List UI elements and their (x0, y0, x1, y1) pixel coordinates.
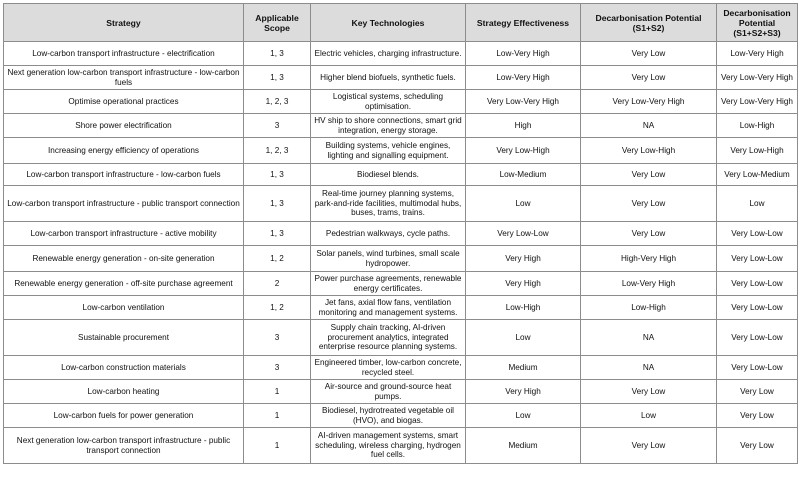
potential-s1-s2-cell: Very Low (581, 42, 717, 66)
strategy-cell: Low-carbon transport infrastructure - electrification (4, 42, 244, 66)
scope-cell: 1, 2, 3 (244, 138, 311, 164)
potential-s1-s2-cell: Very Low (581, 66, 717, 90)
scope-cell: 2 (244, 272, 311, 296)
scope-cell: 1, 3 (244, 164, 311, 186)
technologies-cell: Higher blend biofuels, synthetic fuels. (311, 66, 466, 90)
effectiveness-cell: Low (466, 404, 581, 428)
technologies-cell: Biodiesel, hydrotreated vegetable oil (HVO), and biogas. (311, 404, 466, 428)
strategy-cell: Low-carbon transport infrastructure - public transport connection (4, 186, 244, 222)
technologies-cell: HV ship to shore connections, smart grid integration, energy storage. (311, 114, 466, 138)
scope-cell: 1 (244, 380, 311, 404)
technologies-cell: Air-source and ground-source heat pumps. (311, 380, 466, 404)
strategy-cell: Next generation low-carbon transport infrastructure - public transport connection (4, 428, 244, 464)
scope-cell: 3 (244, 320, 311, 356)
potential-s1-s2-s3-cell: Very Low-Medium (717, 164, 798, 186)
strategy-cell: Optimise operational practices (4, 90, 244, 114)
scope-cell: 1 (244, 404, 311, 428)
strategy-cell: Low-carbon heating (4, 380, 244, 404)
technologies-cell: Engineered timber, low-carbon concrete, recycled steel. (311, 356, 466, 380)
strategy-cell: Low-carbon transport infrastructure - low-carbon fuels (4, 164, 244, 186)
table-row (4, 296, 798, 320)
strategy-cell: Low-carbon construction materials (4, 356, 244, 380)
scope-cell: 1, 2 (244, 246, 311, 272)
technologies-cell: Solar panels, wind turbines, small scale hydropower. (311, 246, 466, 272)
effectiveness-cell: Very High (466, 380, 581, 404)
strategy-cell: Low-carbon ventilation (4, 296, 244, 320)
scope-cell: 3 (244, 356, 311, 380)
table-row (4, 164, 798, 186)
potential-s1-s2-s3-cell: Very Low (717, 380, 798, 404)
potential-s1-s2-s3-cell: Very Low-Low (717, 356, 798, 380)
effectiveness-cell: Low-Very High (466, 66, 581, 90)
scope-cell: 1, 3 (244, 66, 311, 90)
potential-s1-s2-cell: Very Low (581, 380, 717, 404)
potential-s1-s2-s3-cell: Low (717, 186, 798, 222)
effectiveness-cell: Medium (466, 356, 581, 380)
potential-s1-s2-s3-cell: Very Low (717, 404, 798, 428)
strategy-cell: Next generation low-carbon transport infrastructure - low-carbon fuels (4, 66, 244, 90)
scope-cell: 1, 3 (244, 186, 311, 222)
technologies-cell: Biodiesel blends. (311, 164, 466, 186)
potential-s1-s2-cell: Low-High (581, 296, 717, 320)
strategy-table-container (3, 3, 797, 464)
effectiveness-cell: Low-Very High (466, 42, 581, 66)
potential-s1-s2-s3-cell: Very Low-Very High (717, 66, 798, 90)
potential-s1-s2-s3-cell: Very Low-Low (717, 246, 798, 272)
table-row (4, 320, 798, 356)
potential-s1-s2-cell: Very Low (581, 428, 717, 464)
header-decarbonisation-s1-s2: Decarbonisation Potential (S1+S2) (581, 4, 717, 42)
effectiveness-cell: Very Low-Low (466, 222, 581, 246)
table-row (4, 222, 798, 246)
technologies-cell: Power purchase agreements, renewable energy certificates. (311, 272, 466, 296)
table-row (4, 138, 798, 164)
table-row (4, 428, 798, 464)
effectiveness-cell: Very High (466, 272, 581, 296)
effectiveness-cell: High (466, 114, 581, 138)
technologies-cell: Jet fans, axial flow fans, ventilation monitoring and management systems. (311, 296, 466, 320)
potential-s1-s2-cell: Very Low-Very High (581, 90, 717, 114)
effectiveness-cell: Very Low-High (466, 138, 581, 164)
potential-s1-s2-s3-cell: Low-High (717, 114, 798, 138)
potential-s1-s2-cell: Low-Very High (581, 272, 717, 296)
technologies-cell: AI-driven management systems, smart scheduling, wireless charging, hydrogen fuel cells. (311, 428, 466, 464)
table-row (4, 404, 798, 428)
scope-cell: 1, 2, 3 (244, 90, 311, 114)
potential-s1-s2-cell: Low (581, 404, 717, 428)
strategy-cell: Shore power electrification (4, 114, 244, 138)
potential-s1-s2-cell: High-Very High (581, 246, 717, 272)
potential-s1-s2-cell: NA (581, 356, 717, 380)
table-row (4, 42, 798, 66)
potential-s1-s2-s3-cell: Very Low-Low (717, 296, 798, 320)
technologies-cell: Pedestrian walkways, cycle paths. (311, 222, 466, 246)
technologies-cell: Electric vehicles, charging infrastructure. (311, 42, 466, 66)
effectiveness-cell: Low-Medium (466, 164, 581, 186)
technologies-cell: Real-time journey planning systems, park-and-ride facilities, multimodal hubs, buses, trams, trains. (311, 186, 466, 222)
potential-s1-s2-s3-cell: Very Low-Low (717, 222, 798, 246)
table-row (4, 186, 798, 222)
potential-s1-s2-s3-cell: Very Low-Very High (717, 90, 798, 114)
potential-s1-s2-s3-cell: Low-Very High (717, 42, 798, 66)
table-row (4, 90, 798, 114)
scope-cell: 3 (244, 114, 311, 138)
decarbonisation-strategy-table (3, 3, 798, 464)
table-row (4, 66, 798, 90)
scope-cell: 1, 2 (244, 296, 311, 320)
technologies-cell: Supply chain tracking, AI-driven procurement analytics, integrated enterprise resource planning systems. (311, 320, 466, 356)
potential-s1-s2-s3-cell: Very Low-Low (717, 272, 798, 296)
header-key-technologies: Key Technologies (311, 4, 466, 42)
table-row (4, 356, 798, 380)
effectiveness-cell: Low-High (466, 296, 581, 320)
table-row (4, 114, 798, 138)
strategy-cell: Low-carbon transport infrastructure - active mobility (4, 222, 244, 246)
potential-s1-s2-cell: Very Low (581, 222, 717, 246)
strategy-cell: Sustainable procurement (4, 320, 244, 356)
table-row (4, 380, 798, 404)
scope-cell: 1 (244, 428, 311, 464)
header-row (4, 4, 798, 42)
potential-s1-s2-cell: Very Low (581, 164, 717, 186)
technologies-cell: Logistical systems, scheduling optimisation. (311, 90, 466, 114)
strategy-cell: Increasing energy efficiency of operations (4, 138, 244, 164)
potential-s1-s2-s3-cell: Very Low-High (717, 138, 798, 164)
potential-s1-s2-s3-cell: Very Low (717, 428, 798, 464)
strategy-cell: Renewable energy generation - on-site generation (4, 246, 244, 272)
effectiveness-cell: Very Low-Very High (466, 90, 581, 114)
strategy-cell: Low-carbon fuels for power generation (4, 404, 244, 428)
effectiveness-cell: Medium (466, 428, 581, 464)
potential-s1-s2-cell: NA (581, 320, 717, 356)
header-decarbonisation-s1-s2-s3: Decarbonisation Potential (S1+S2+S3) (717, 4, 798, 42)
technologies-cell: Building systems, vehicle engines, lighting and signalling equipment. (311, 138, 466, 164)
effectiveness-cell: Low (466, 320, 581, 356)
potential-s1-s2-cell: Very Low-High (581, 138, 717, 164)
header-applicable-scope: Applicable Scope (244, 4, 311, 42)
scope-cell: 1, 3 (244, 222, 311, 246)
header-strategy-effectiveness: Strategy Effectiveness (466, 4, 581, 42)
potential-s1-s2-cell: Very Low (581, 186, 717, 222)
potential-s1-s2-cell: NA (581, 114, 717, 138)
header-strategy: Strategy (4, 4, 244, 42)
effectiveness-cell: Very High (466, 246, 581, 272)
table-row (4, 246, 798, 272)
strategy-cell: Renewable energy generation - off-site purchase agreement (4, 272, 244, 296)
scope-cell: 1, 3 (244, 42, 311, 66)
effectiveness-cell: Low (466, 186, 581, 222)
table-row (4, 272, 798, 296)
potential-s1-s2-s3-cell: Very Low-Low (717, 320, 798, 356)
